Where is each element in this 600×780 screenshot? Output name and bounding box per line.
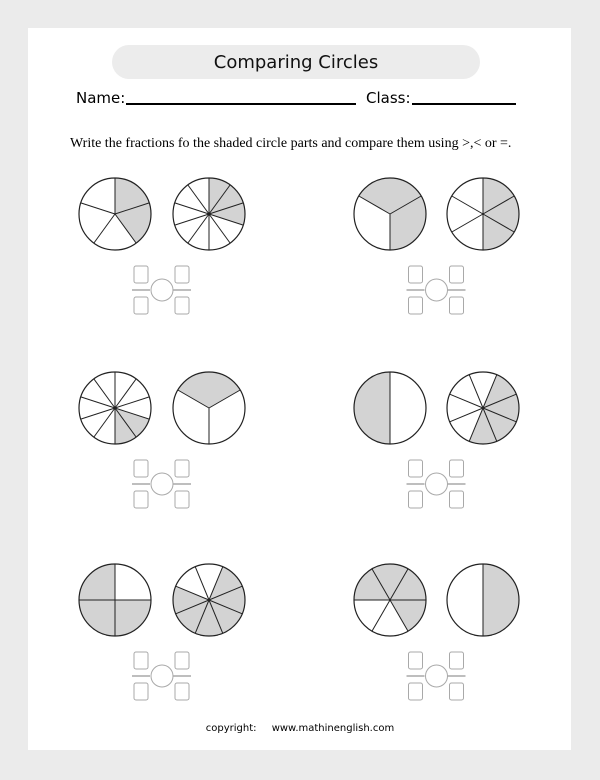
worksheet-title: Comparing Circles: [112, 45, 480, 79]
name-label: Name:: [76, 89, 126, 107]
division-line: [188, 185, 209, 214]
shaded-wedge: [178, 372, 240, 408]
denominator-box[interactable]: [450, 491, 464, 508]
fraction-circle-right: [173, 564, 245, 636]
comparison-circle[interactable]: [426, 665, 448, 687]
numerator-box[interactable]: [175, 652, 189, 669]
numerator-box[interactable]: [409, 652, 423, 669]
comparison-circle[interactable]: [151, 665, 173, 687]
fraction-circle-right: [447, 564, 519, 636]
comparison-circle[interactable]: [151, 279, 173, 301]
fraction-circle-left: [354, 372, 426, 444]
numerator-box[interactable]: [450, 266, 464, 283]
denominator-box[interactable]: [134, 683, 148, 700]
numerator-box[interactable]: [409, 460, 423, 477]
numerator-box[interactable]: [450, 652, 464, 669]
class-label: Class:: [366, 89, 411, 107]
numerator-box[interactable]: [134, 266, 148, 283]
denominator-box[interactable]: [175, 491, 189, 508]
denominator-box[interactable]: [409, 491, 423, 508]
fraction-circle-left: [354, 564, 426, 636]
instructions-text: Write the fractions fo the shaded circle parts and compare them using >,< or =.: [70, 136, 512, 151]
division-line: [115, 397, 149, 408]
division-line: [94, 214, 115, 243]
division-line: [81, 203, 115, 214]
fraction-circle-right: [447, 372, 519, 444]
copyright-site: www.mathinenglish.com: [271, 723, 395, 734]
numerator-box[interactable]: [175, 460, 189, 477]
fraction-circle-left: [354, 178, 426, 250]
numerator-box[interactable]: [409, 266, 423, 283]
division-line: [452, 214, 483, 232]
shaded-wedge: [390, 600, 426, 631]
denominator-box[interactable]: [134, 491, 148, 508]
numerator-box[interactable]: [134, 652, 148, 669]
fraction-circle-left: [79, 564, 151, 636]
denominator-box[interactable]: [450, 683, 464, 700]
division-line: [94, 408, 115, 437]
division-line: [372, 600, 390, 631]
denominator-box[interactable]: [450, 297, 464, 314]
division-line: [115, 379, 136, 408]
copyright-label: copyright:: [205, 723, 257, 734]
division-line: [452, 196, 483, 214]
fraction-circle-right: [447, 178, 519, 250]
denominator-box[interactable]: [409, 683, 423, 700]
copyright-footer: [0, 723, 600, 734]
fraction-circle-left: [79, 372, 151, 444]
division-line: [188, 214, 209, 243]
comparison-circle[interactable]: [426, 473, 448, 495]
denominator-box[interactable]: [409, 297, 423, 314]
numerator-box[interactable]: [450, 460, 464, 477]
fraction-circle-right: [173, 178, 245, 250]
division-line: [94, 379, 115, 408]
denominator-box[interactable]: [175, 683, 189, 700]
denominator-box[interactable]: [134, 297, 148, 314]
denominator-box[interactable]: [175, 297, 189, 314]
numerator-box[interactable]: [175, 266, 189, 283]
fraction-circle-right: [173, 372, 245, 444]
division-line: [175, 203, 209, 214]
shaded-wedge: [483, 564, 519, 636]
comparison-circle[interactable]: [151, 473, 173, 495]
fraction-circle-left: [79, 178, 151, 250]
division-line: [175, 214, 209, 225]
shaded-wedge: [354, 372, 390, 444]
division-line: [81, 397, 115, 408]
division-line: [81, 408, 115, 419]
comparison-circle[interactable]: [426, 279, 448, 301]
numerator-box[interactable]: [134, 460, 148, 477]
